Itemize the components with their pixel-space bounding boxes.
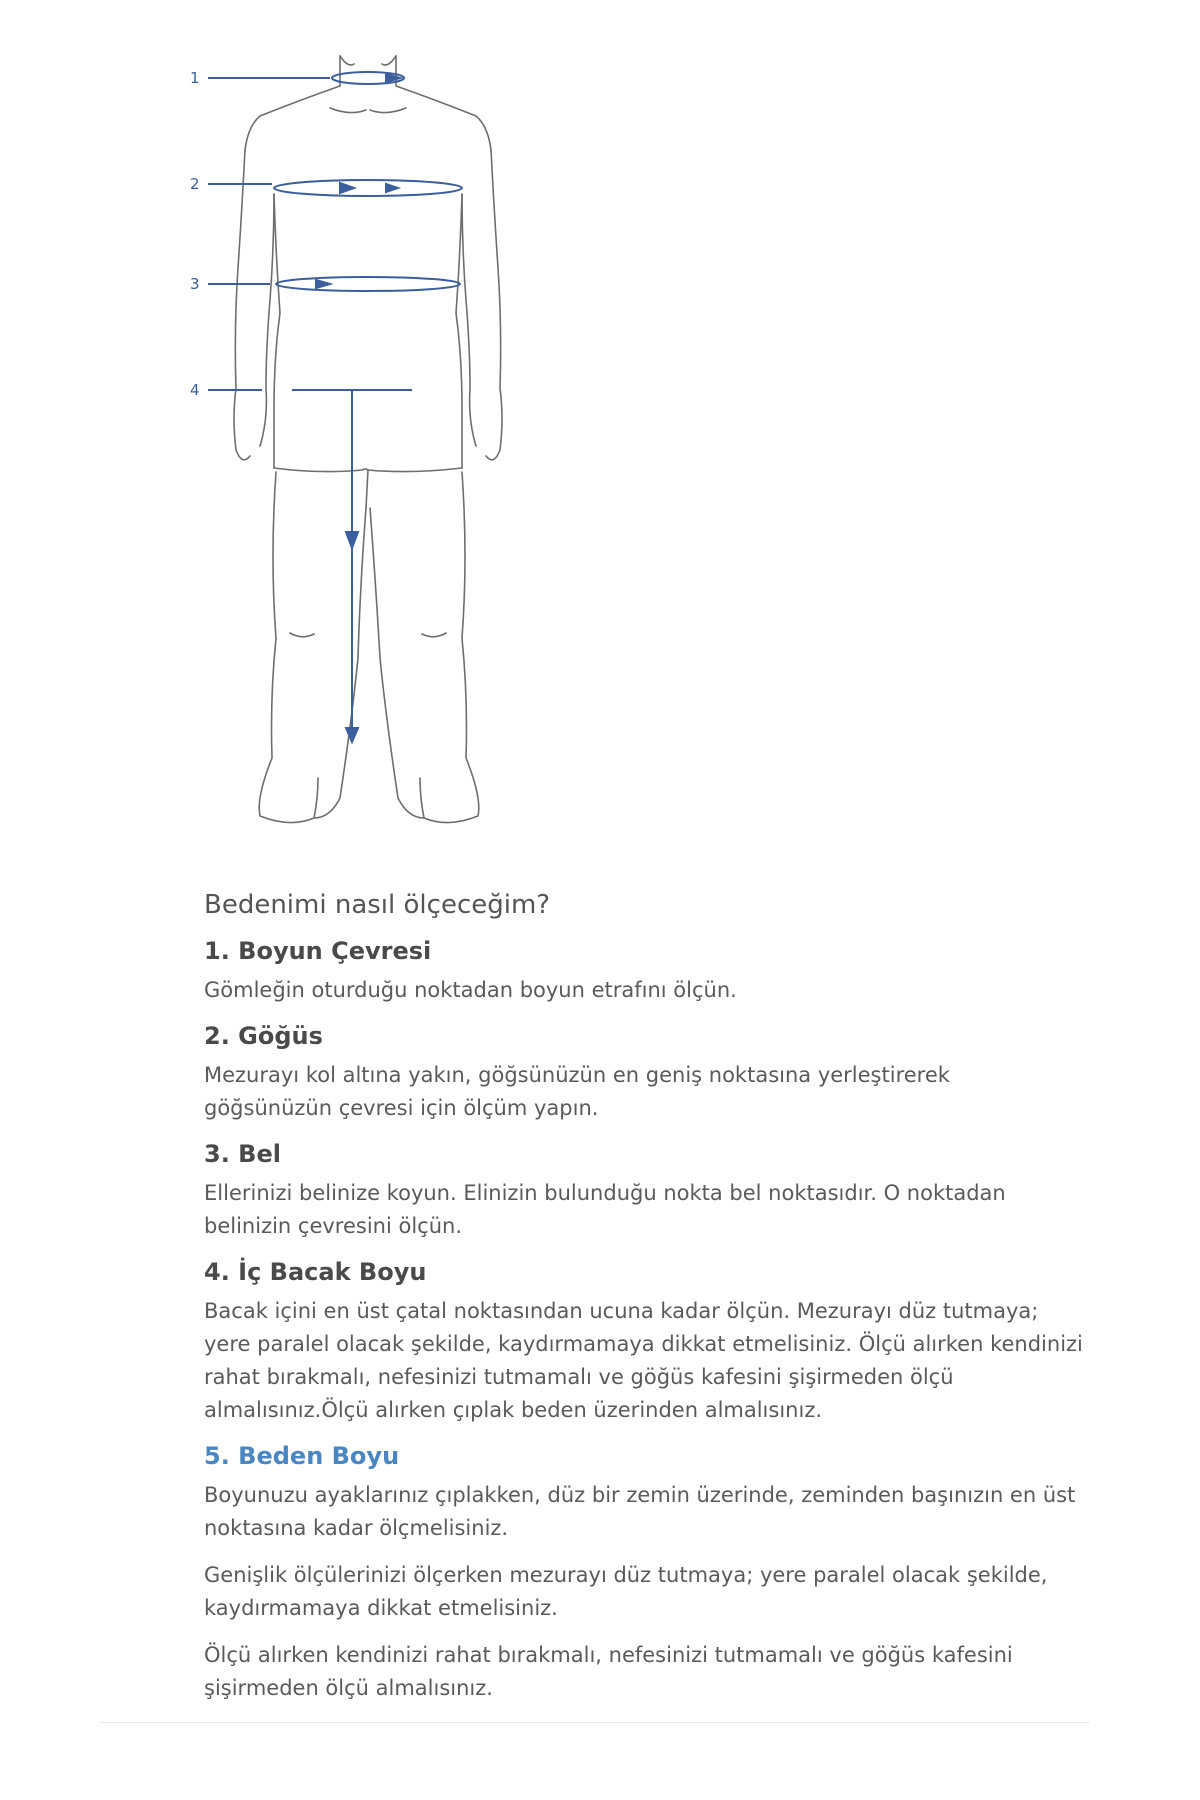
waist-circumference-ring [276, 277, 460, 291]
section-neck [204, 936, 1084, 1007]
marker-1: 1 [190, 69, 200, 87]
chest-circumference-ring [274, 180, 462, 196]
chest-arrow-icon [340, 183, 354, 193]
marker-2: 2 [190, 175, 200, 193]
section-heading: 2. Göğüs [204, 1022, 323, 1050]
section-heading: 1. Boyun Çevresi [204, 937, 432, 965]
section-text: Ellerinizi belinize koyun. Elinizin bulunduğu nokta bel noktasıdır. O noktadan belinizin çevresini ölçün. [204, 1181, 1006, 1238]
section-text: Mezurayı kol altına yakın, göğsünüzün en geniş noktasına yerleştirerek göğsünüzün çevresi için ölçüm yapın. [204, 1063, 950, 1120]
note-width: Genişlik ölçülerinizi ölçerken mezurayı düz tutmaya; yere paralel olacak şekilde, kaydırmamaya dikkat etmelisiniz. [204, 1563, 1048, 1620]
section-text: Bacak içini en üst çatal noktasından ucuna kadar ölçün. Mezurayı düz tutmaya; yere paralel olacak şekilde, kaydırmamaya dikkat etmelisiniz. Ölçü alırken kendinizi rahat bırakmalı, nefesinizi tutmamalı ve göğüs kafesini şişirmeden ölçü almalısınız.Ölçü alırken çıplak beden üzerinden almalısınız. [204, 1299, 1083, 1422]
measurement-guide [204, 888, 1084, 1705]
waist-arrow-icon [316, 280, 330, 288]
section-heading-accent: 5. Beden Boyu [204, 1442, 400, 1470]
bottom-divider [100, 1722, 1090, 1723]
section-height [204, 1441, 1084, 1545]
section-heading: 4. İç Bacak Boyu [204, 1258, 427, 1286]
section-heading: 3. Bel [204, 1140, 281, 1168]
section-chest [204, 1021, 1084, 1125]
note-relax: Ölçü alırken kendinizi rahat bırakmalı, nefesinizi tutmamalı ve göğüs kafesini şişirmeden ölçü almalısınız. [204, 1643, 1013, 1700]
chest-arrow-icon-2 [386, 184, 398, 192]
section-text: Boyunuzu ayaklarınız çıplakken, düz bir zemin üzerinde, zeminden başınızın en üst noktasına kadar ölçmelisiniz. [204, 1483, 1076, 1540]
marker-4: 4 [190, 381, 200, 399]
body-outline-illustration [190, 38, 530, 858]
measurement-lines [208, 72, 462, 742]
figure-outline [234, 56, 502, 823]
section-waist [204, 1139, 1084, 1243]
marker-3: 3 [190, 275, 200, 293]
section-inseam [204, 1257, 1084, 1427]
guide-title: Bedenimi nasıl ölçeceğim? [204, 890, 551, 920]
section-text: Gömleğin oturduğu noktadan boyun etrafını ölçün. [204, 978, 737, 1002]
body-measurement-diagram [190, 38, 530, 858]
inseam-mid-arrow-icon [346, 532, 358, 548]
